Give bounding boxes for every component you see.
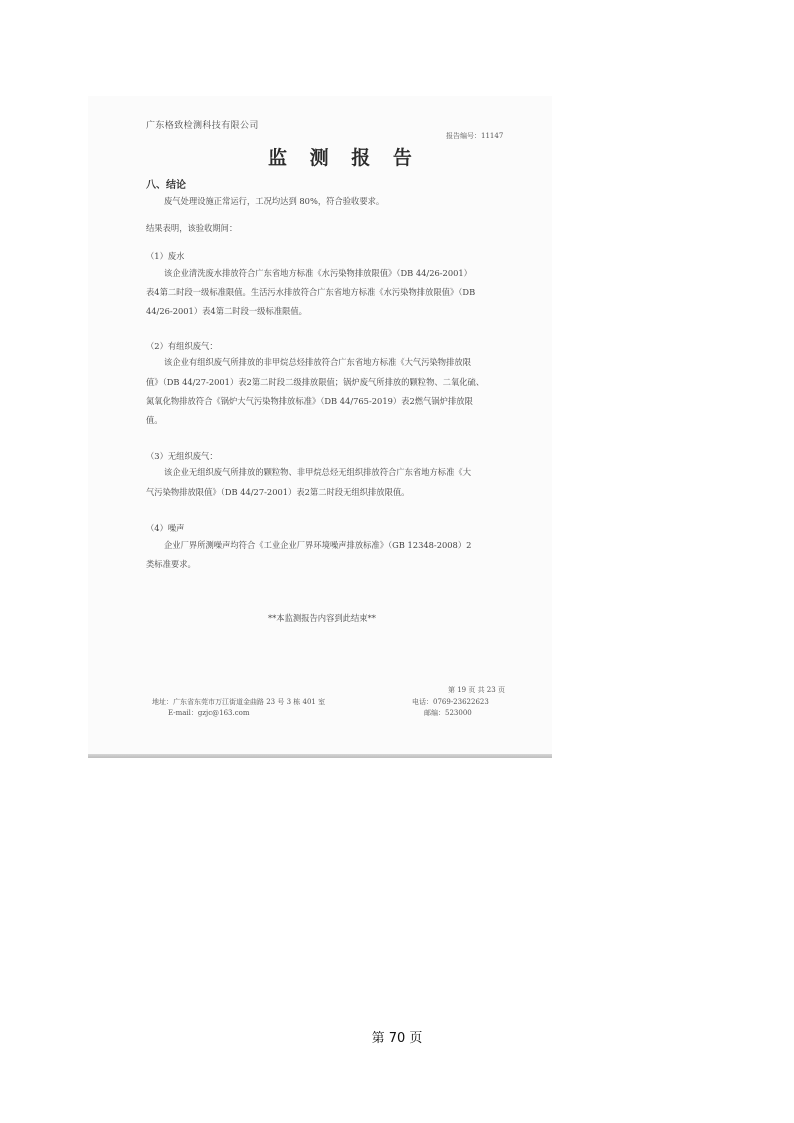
item-heading-wastewater: （1）废水 bbox=[146, 251, 185, 261]
item-line: 44/26-2001）表4第二时段一级标准限值。 bbox=[146, 306, 307, 316]
item-line: 该企业有组织废气所排放的非甲烷总烃排放符合广东省地方标准《大气污染物排放限 bbox=[164, 357, 471, 367]
report-number: 报告编号：11147 bbox=[446, 132, 504, 140]
section-heading: 八、结论 bbox=[146, 180, 186, 191]
footer-email: E-mail：gzjc@163.com bbox=[168, 709, 250, 717]
item-line: 氮氧化物排放符合《锅炉大气污染物排放标准》（DB 44/765-2019）表2燃气锅炉排放限 bbox=[146, 396, 473, 406]
company-name: 广东格致检测科技有限公司 bbox=[146, 121, 259, 131]
item-line: 表4第二时段一级标准限值。生活污水排放符合广东省地方标准《水污染物排放限值》（DB bbox=[146, 287, 476, 297]
intro-line-2: 结果表明，该验收期间： bbox=[146, 223, 238, 233]
footer-phone: 电话：0769-23622623 bbox=[412, 698, 489, 706]
item-line: 气污染物排放限值》（DB 44/27-2001）表2第二时段无组织排放限值。 bbox=[146, 487, 410, 497]
item-heading-organized-gas: （2）有组织废气： bbox=[146, 341, 218, 351]
item-heading-unorganized-gas: （3）无组织废气： bbox=[146, 451, 218, 461]
item-heading-noise: （4）噪声 bbox=[146, 523, 185, 533]
intro-line-1: 废气处理设施正常运行，工况均达到 80%，符合验收要求。 bbox=[164, 196, 385, 206]
footer-page-info: 第 19 页 共 23 页 bbox=[448, 686, 505, 694]
item-line: 值》（DB 44/27-2001）表2第二时段二级排放限值；锅炉废气所排放的颗粒物、二氧化硫、 bbox=[146, 377, 485, 387]
end-of-report-note: **本监测报告内容到此结束** bbox=[268, 613, 376, 623]
page-number: 第 70 页 bbox=[371, 1031, 423, 1046]
item-line: 企业厂界所测噪声均符合《工业企业厂界环境噪声排放标准》（GB 12348-2008）2 bbox=[164, 540, 472, 550]
item-line: 值。 bbox=[146, 415, 163, 425]
footer-postcode: 邮编：523000 bbox=[424, 709, 472, 717]
scan-edge-divider bbox=[88, 754, 552, 758]
footer-address: 地址：广东省东莞市万江街道金曲路 23 号 3 栋 401 室 bbox=[152, 698, 326, 706]
item-line: 类标准要求。 bbox=[146, 559, 196, 569]
item-line: 该企业清洗废水排放符合广东省地方标准《水污染物排放限值》（DB 44/26-2001） bbox=[164, 268, 472, 278]
report-title: 监 测 报 告 bbox=[268, 147, 420, 169]
item-line: 该企业无组织废气所排放的颗粒物、非甲烷总烃无组织排放符合广东省地方标准《大 bbox=[164, 467, 471, 477]
